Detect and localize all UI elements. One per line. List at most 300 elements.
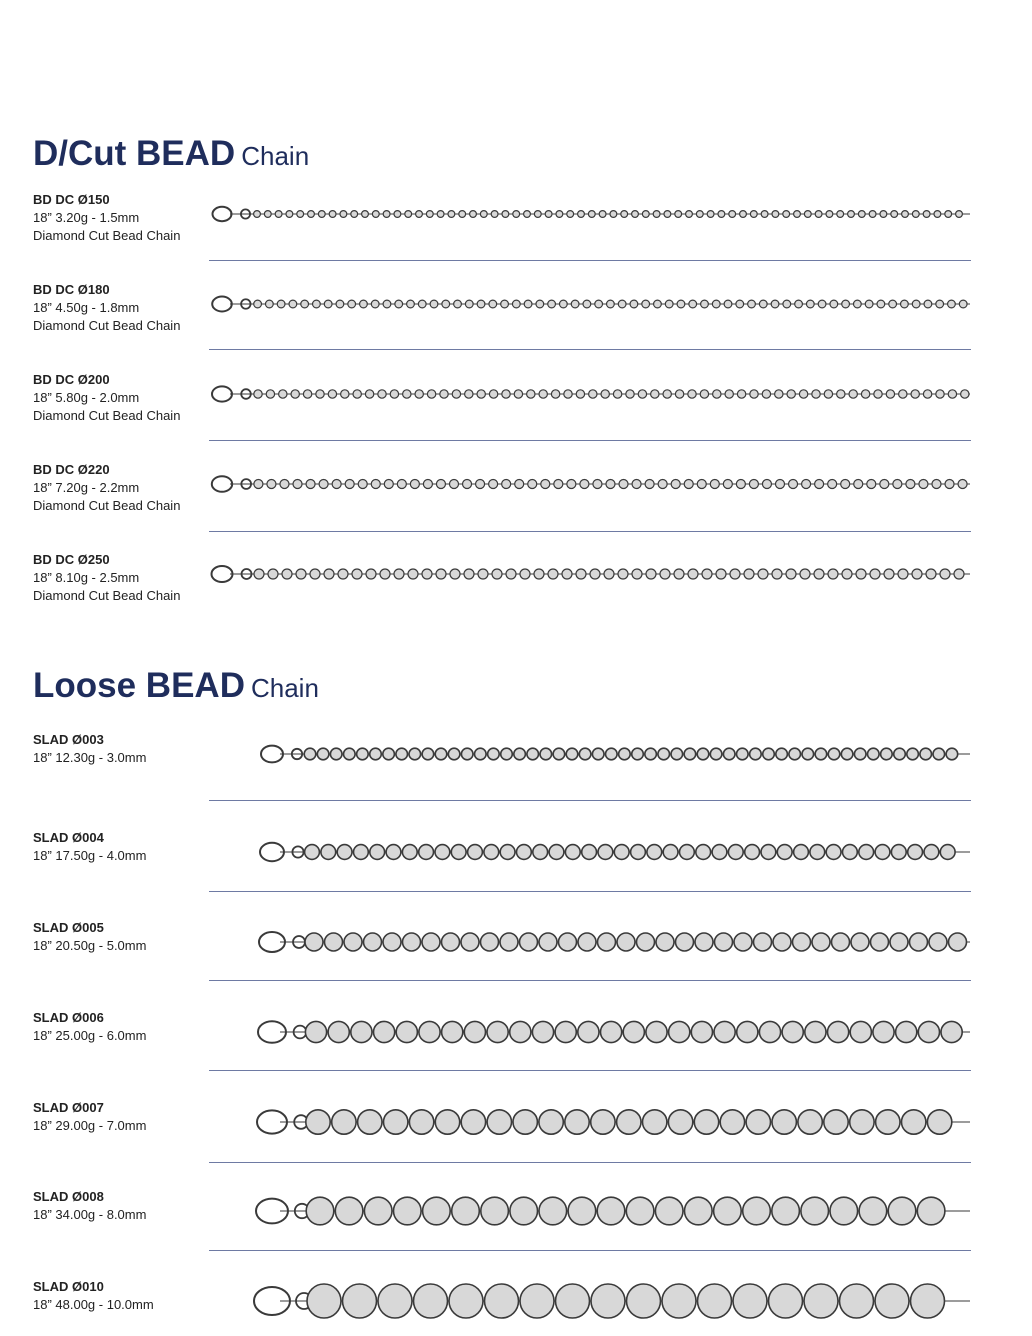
bead	[422, 569, 432, 579]
divider	[209, 891, 971, 892]
bead	[818, 300, 826, 308]
bead	[884, 569, 894, 579]
bead	[626, 390, 634, 398]
bead	[501, 300, 509, 308]
bead	[761, 211, 768, 218]
bead	[419, 845, 434, 860]
bead	[520, 569, 530, 579]
bead	[734, 933, 752, 951]
bead	[378, 1284, 412, 1318]
bead	[452, 1197, 480, 1225]
bead	[254, 569, 264, 579]
product-description: Diamond Cut Bead Chain	[33, 588, 181, 603]
bead	[933, 748, 945, 760]
bead	[627, 1284, 661, 1318]
bead	[675, 390, 683, 398]
bead	[317, 748, 329, 760]
bead	[305, 845, 320, 860]
bead	[539, 933, 557, 951]
bead	[923, 211, 930, 218]
bead	[772, 211, 779, 218]
bead	[676, 933, 694, 951]
bead	[435, 748, 447, 760]
bead	[328, 390, 336, 398]
bead	[715, 933, 733, 951]
bead	[277, 300, 285, 308]
chain-image	[0, 919, 1032, 969]
bead	[647, 845, 662, 860]
section-title-bold: Loose BEAD	[33, 666, 245, 705]
bead	[918, 1021, 939, 1042]
bead	[794, 211, 801, 218]
bead	[430, 300, 438, 308]
bead	[449, 479, 458, 488]
bead	[451, 845, 466, 860]
bead	[340, 211, 347, 218]
bead	[395, 300, 403, 308]
bead	[325, 933, 343, 951]
bead	[750, 748, 762, 760]
chain-image	[0, 1009, 1032, 1059]
bead	[684, 748, 696, 760]
bead	[691, 1021, 712, 1042]
bead	[576, 390, 584, 398]
bead	[286, 211, 293, 218]
bead	[675, 211, 682, 218]
bead	[619, 748, 631, 760]
bead	[383, 748, 395, 760]
bead	[697, 748, 709, 760]
bead	[360, 300, 368, 308]
bead	[881, 748, 893, 760]
product-spec: 18” 12.30g - 3.0mm	[33, 750, 147, 765]
bead	[695, 933, 713, 951]
bead	[402, 845, 417, 860]
bead	[268, 569, 278, 579]
bead	[279, 390, 287, 398]
bead	[606, 479, 615, 488]
bead	[910, 933, 928, 951]
bead	[880, 211, 887, 218]
bead	[680, 845, 695, 860]
bead	[743, 1197, 771, 1225]
bead	[403, 933, 421, 951]
bead	[617, 1110, 641, 1134]
bead	[478, 569, 488, 579]
bead	[713, 390, 721, 398]
bead	[898, 569, 908, 579]
bead	[374, 1021, 395, 1042]
bead	[851, 933, 869, 951]
bead	[826, 845, 841, 860]
bead	[724, 300, 732, 308]
bead	[658, 748, 670, 760]
bead	[725, 390, 733, 398]
bead	[841, 748, 853, 760]
bead	[463, 479, 472, 488]
bead	[671, 479, 680, 488]
chain-image	[0, 551, 1032, 601]
bead	[372, 211, 379, 218]
bead	[601, 1021, 622, 1042]
bead	[502, 390, 510, 398]
bead	[623, 1021, 644, 1042]
bead	[418, 300, 426, 308]
divider	[209, 1070, 971, 1071]
bead	[332, 479, 341, 488]
bead	[707, 211, 714, 218]
bead	[487, 1021, 508, 1042]
bead	[583, 300, 591, 308]
product-spec: 18” 25.00g - 6.0mm	[33, 1028, 147, 1043]
product-code: BD DC Ø250	[33, 552, 110, 567]
bead	[501, 748, 513, 760]
bead	[267, 479, 276, 488]
bead	[749, 479, 758, 488]
bead	[293, 479, 302, 488]
bead	[556, 211, 563, 218]
bead	[442, 933, 460, 951]
bead	[539, 1110, 563, 1134]
bead	[450, 569, 460, 579]
bead	[688, 569, 698, 579]
bead	[632, 569, 642, 579]
bead	[665, 300, 673, 308]
bead	[598, 845, 613, 860]
bead	[729, 211, 736, 218]
bead	[275, 211, 282, 218]
bead	[775, 390, 783, 398]
bead	[436, 479, 445, 488]
bead	[669, 1021, 690, 1042]
bead	[646, 1021, 667, 1042]
divider	[209, 1250, 971, 1251]
bead	[868, 748, 880, 760]
bead	[520, 933, 538, 951]
bead	[324, 569, 334, 579]
bead	[366, 569, 376, 579]
product-code: BD DC Ø150	[33, 192, 110, 207]
divider	[209, 1162, 971, 1163]
bead	[394, 569, 404, 579]
bead	[337, 845, 352, 860]
bead	[580, 479, 589, 488]
bead	[436, 569, 446, 579]
bead	[280, 479, 289, 488]
bead	[559, 300, 567, 308]
bead	[891, 211, 898, 218]
bead	[345, 479, 354, 488]
bead	[710, 748, 722, 760]
bead	[875, 845, 890, 860]
bead	[500, 933, 518, 951]
bead	[830, 300, 838, 308]
bead	[663, 845, 678, 860]
bead	[870, 569, 880, 579]
bead	[782, 1021, 803, 1042]
bead	[306, 1197, 334, 1225]
bead	[562, 569, 572, 579]
bead	[773, 933, 791, 951]
bead	[514, 390, 522, 398]
bead	[487, 1110, 511, 1134]
bead	[422, 748, 434, 760]
bead	[588, 211, 595, 218]
bead	[716, 569, 726, 579]
bead	[619, 479, 628, 488]
bead	[448, 748, 460, 760]
bead	[826, 211, 833, 218]
bead	[606, 748, 618, 760]
bead	[850, 1021, 871, 1042]
product-spec: 18” 3.20g - 1.5mm	[33, 210, 140, 225]
bead	[668, 1110, 692, 1134]
bead	[815, 211, 822, 218]
bead	[867, 479, 876, 488]
bead	[869, 211, 876, 218]
bead	[328, 1021, 349, 1042]
product-spec: 18” 29.00g - 7.0mm	[33, 1118, 147, 1133]
bead	[656, 933, 674, 951]
bead	[353, 390, 361, 398]
divider	[209, 531, 971, 532]
bead	[828, 1021, 849, 1042]
bead	[632, 748, 644, 760]
bead	[500, 845, 515, 860]
bead	[488, 748, 500, 760]
bead	[907, 748, 919, 760]
bead	[948, 390, 956, 398]
bead	[291, 390, 299, 398]
bead	[536, 300, 544, 308]
bead	[841, 479, 850, 488]
bead	[723, 479, 732, 488]
bead	[902, 211, 909, 218]
bead	[567, 211, 574, 218]
bead	[934, 211, 941, 218]
bead	[426, 211, 433, 218]
bead	[745, 845, 760, 860]
bead	[941, 1021, 962, 1042]
bead	[403, 390, 411, 398]
bead	[370, 845, 385, 860]
bead	[289, 300, 297, 308]
bead	[772, 1197, 800, 1225]
bead	[578, 211, 585, 218]
bead	[891, 845, 906, 860]
bead	[491, 211, 498, 218]
bead	[305, 1021, 326, 1042]
bead	[638, 390, 646, 398]
bead	[859, 1197, 887, 1225]
bead	[923, 390, 931, 398]
bead	[814, 569, 824, 579]
bead	[394, 211, 401, 218]
bead	[305, 933, 323, 951]
bead	[702, 569, 712, 579]
bead	[539, 1197, 567, 1225]
bead	[313, 300, 321, 308]
bead	[932, 479, 941, 488]
bead	[723, 748, 735, 760]
product-spec: 18” 48.00g - 10.0mm	[33, 1297, 154, 1312]
bead	[380, 569, 390, 579]
bead	[802, 748, 814, 760]
bead	[357, 748, 369, 760]
bead	[397, 479, 406, 488]
bead	[843, 845, 858, 860]
bead	[370, 748, 382, 760]
bead	[645, 479, 654, 488]
bead	[307, 1284, 341, 1318]
bead	[565, 1110, 589, 1134]
bead	[837, 211, 844, 218]
bead	[378, 390, 386, 398]
section-title-loose	[33, 666, 319, 706]
bead	[595, 300, 603, 308]
divider	[209, 440, 971, 441]
bead	[489, 390, 497, 398]
bead	[571, 300, 579, 308]
bead	[828, 748, 840, 760]
chain-image	[0, 1188, 1032, 1238]
bead	[512, 300, 520, 308]
bead	[858, 211, 865, 218]
bead	[394, 1197, 422, 1225]
product-description: Diamond Cut Bead Chain	[33, 318, 181, 333]
bead	[604, 569, 614, 579]
bead	[254, 300, 262, 308]
bead	[440, 390, 448, 398]
bead	[832, 933, 850, 951]
bead	[416, 211, 423, 218]
bead	[954, 569, 964, 579]
bead	[642, 211, 649, 218]
bead	[423, 479, 432, 488]
section-title-bold: D/Cut BEAD	[33, 134, 236, 173]
bead	[502, 479, 511, 488]
bead	[746, 1110, 770, 1134]
bead	[414, 1284, 448, 1318]
bead	[532, 1021, 553, 1042]
bead	[804, 1284, 838, 1318]
bead	[949, 933, 967, 951]
bead	[658, 479, 667, 488]
bead	[750, 211, 757, 218]
bead	[961, 390, 969, 398]
product-code: BD DC Ø200	[33, 372, 110, 387]
bead	[476, 479, 485, 488]
bead	[598, 933, 616, 951]
bead	[465, 390, 473, 398]
bead	[475, 748, 487, 760]
bead	[714, 1197, 742, 1225]
bead	[510, 1197, 538, 1225]
bead	[481, 1197, 509, 1225]
bead	[617, 933, 635, 951]
bead	[310, 569, 320, 579]
bead	[567, 479, 576, 488]
bead	[750, 390, 758, 398]
bead	[384, 479, 393, 488]
bead	[390, 390, 398, 398]
bead	[958, 479, 967, 488]
bead	[364, 1197, 392, 1225]
bead	[386, 845, 401, 860]
bead	[477, 300, 485, 308]
bead	[502, 211, 509, 218]
bead	[754, 933, 772, 951]
section-title-light: Chain	[241, 141, 310, 171]
bead	[912, 569, 922, 579]
bead	[854, 748, 866, 760]
bead	[541, 479, 550, 488]
product-code: SLAD Ø007	[33, 1100, 104, 1115]
bead	[351, 211, 358, 218]
bead	[338, 569, 348, 579]
bead	[435, 1110, 459, 1134]
bead	[804, 211, 811, 218]
product-code: SLAD Ø008	[33, 1189, 104, 1204]
bead	[777, 845, 792, 860]
bead	[920, 748, 932, 760]
bead	[763, 748, 775, 760]
bead	[798, 1110, 822, 1134]
bead	[548, 569, 558, 579]
bead	[553, 748, 565, 760]
bead	[556, 1284, 590, 1318]
bead	[783, 211, 790, 218]
bead	[911, 390, 919, 398]
bead	[566, 748, 578, 760]
bead	[632, 479, 641, 488]
bead	[465, 300, 473, 308]
bead	[464, 1021, 485, 1042]
bead	[924, 300, 932, 308]
bead	[828, 569, 838, 579]
bead	[927, 1110, 951, 1134]
bead	[266, 390, 274, 398]
bead	[737, 1021, 758, 1042]
bead	[646, 569, 656, 579]
bead	[786, 569, 796, 579]
bead	[492, 569, 502, 579]
bead	[321, 845, 336, 860]
chain-image	[0, 1278, 1032, 1328]
bead	[396, 748, 408, 760]
bead	[842, 300, 850, 308]
bead	[736, 479, 745, 488]
bead	[688, 390, 696, 398]
product-spec: 18” 8.10g - 2.5mm	[33, 570, 140, 585]
bead	[409, 1110, 433, 1134]
bead	[564, 390, 572, 398]
bead	[610, 211, 617, 218]
bead	[449, 1284, 483, 1318]
bead	[762, 390, 770, 398]
bead	[794, 845, 809, 860]
bead	[748, 300, 756, 308]
bead	[664, 211, 671, 218]
bead	[303, 390, 311, 398]
bead	[352, 569, 362, 579]
bead	[481, 933, 499, 951]
product-code: SLAD Ø006	[33, 1010, 104, 1025]
bead	[712, 845, 727, 860]
bead	[435, 845, 450, 860]
bead	[461, 748, 473, 760]
bead	[484, 845, 499, 860]
